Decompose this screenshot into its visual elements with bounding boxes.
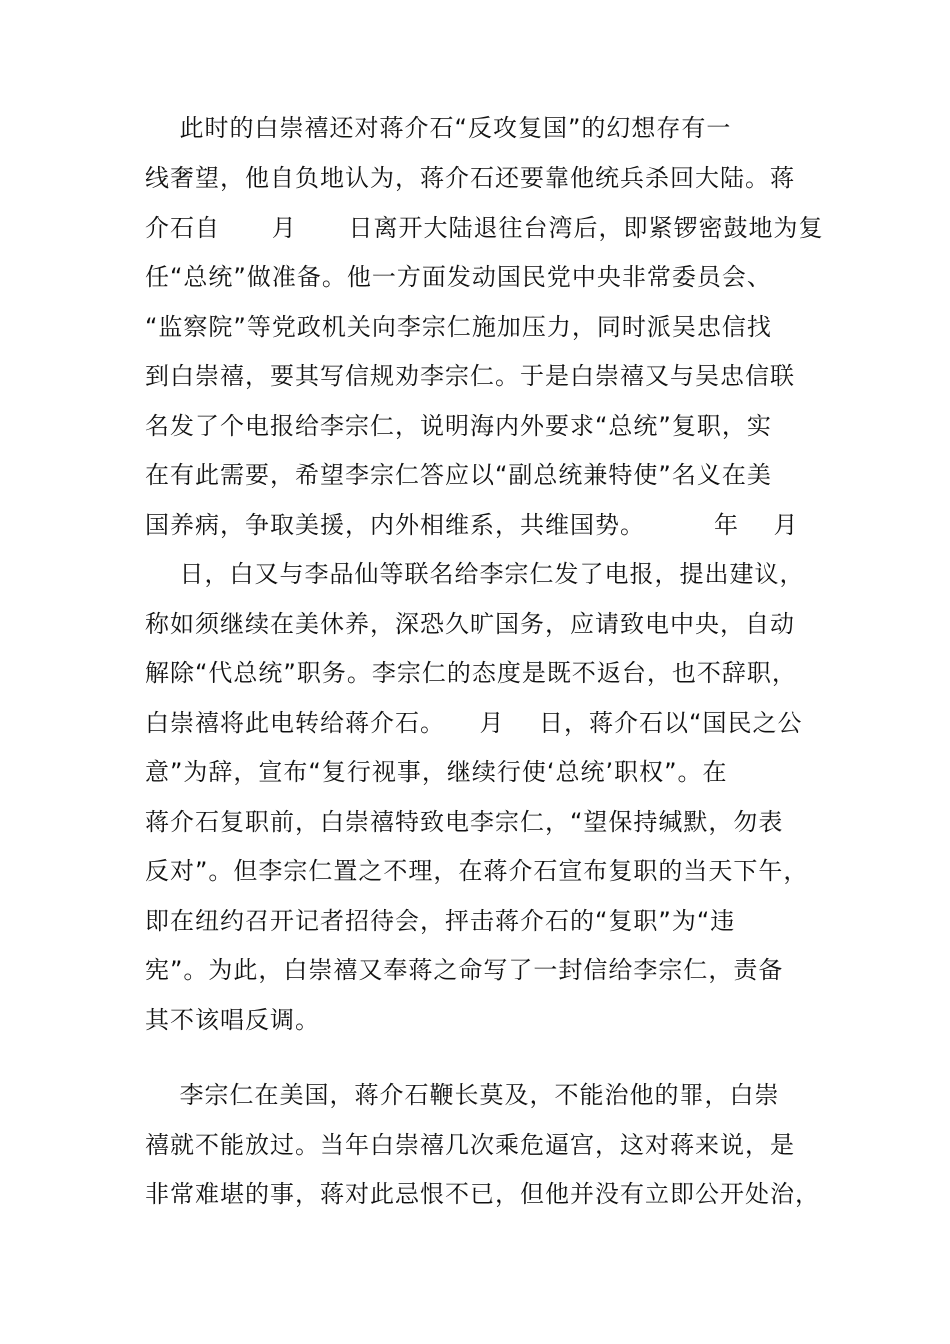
text-line: 日，白又与李品仙等联名给李宗仁发了电报，提出建议，	[145, 560, 805, 588]
text-line: 国养病，争取美援，内外相维系，共维国势。 年 月	[145, 511, 799, 539]
text-line: 到白崇禧，要其写信规劝李宗仁。于是白崇禧又与吴忠信联	[145, 362, 795, 390]
text-line: 名发了个电报给李宗仁，说明海内外要求“总统”复职，实	[145, 412, 772, 440]
text-line: 反对”。但李宗仁置之不理，在蒋介石宣布复职的当天下午，	[145, 857, 809, 885]
text-line: 称如须继续在美休养，深恐久旷国务，应请致电中央，自动	[145, 610, 795, 638]
text-line: 禧就不能放过。当年白崇禧几次乘危逼宫，这对蒋来说，是	[145, 1131, 795, 1159]
text-line: 解除“代总统”职务。李宗仁的态度是既不返台，也不辞职，	[145, 659, 797, 687]
text-line: 意”为辞，宣布“复行视事，继续行使‘总统’职权”。在	[145, 758, 728, 786]
text-line: 此时的白崇禧还对蒋介石“反攻复国”的幻想存有一	[145, 114, 732, 142]
text-line: 任“总统”做准备。他一方面发动国民党中央非常委员会、	[145, 263, 772, 291]
text-line: 蒋介石复职前，白崇禧特致电李宗仁，“望保持缄默，勿表	[145, 808, 784, 836]
text-line: 非常难堪的事，蒋对此忌恨不已，但他并没有立即公开处治，	[145, 1180, 820, 1208]
text-line: 其不该唱反调。	[145, 1006, 320, 1034]
text-line: 白崇禧将此电转给蒋介石。 月 日，蒋介石以“国民之公	[145, 709, 803, 737]
text-line: 线奢望，他自负地认为，蒋介石还要靠他统兵杀回大陆。蒋	[145, 164, 795, 192]
text-line: 宪”。为此，白崇禧又奉蒋之命写了一封信给李宗仁，责备	[145, 956, 784, 984]
text-line: 即在纽约召开记者招待会，抨击蒋介石的“复职”为“违	[145, 907, 736, 935]
text-line: 在有此需要，希望李宗仁答应以“副总统兼特使”名义在美	[145, 461, 772, 489]
text-line: “监察院”等党政机关向李宗仁施加压力，同时派吴忠信找	[145, 313, 772, 341]
text-line: 李宗仁在美国，蒋介石鞭长莫及，不能治他的罪，白崇	[145, 1081, 780, 1109]
text-line: 介石自 月 日离开大陆退往台湾后，即紧锣密鼓地为复	[145, 214, 824, 242]
